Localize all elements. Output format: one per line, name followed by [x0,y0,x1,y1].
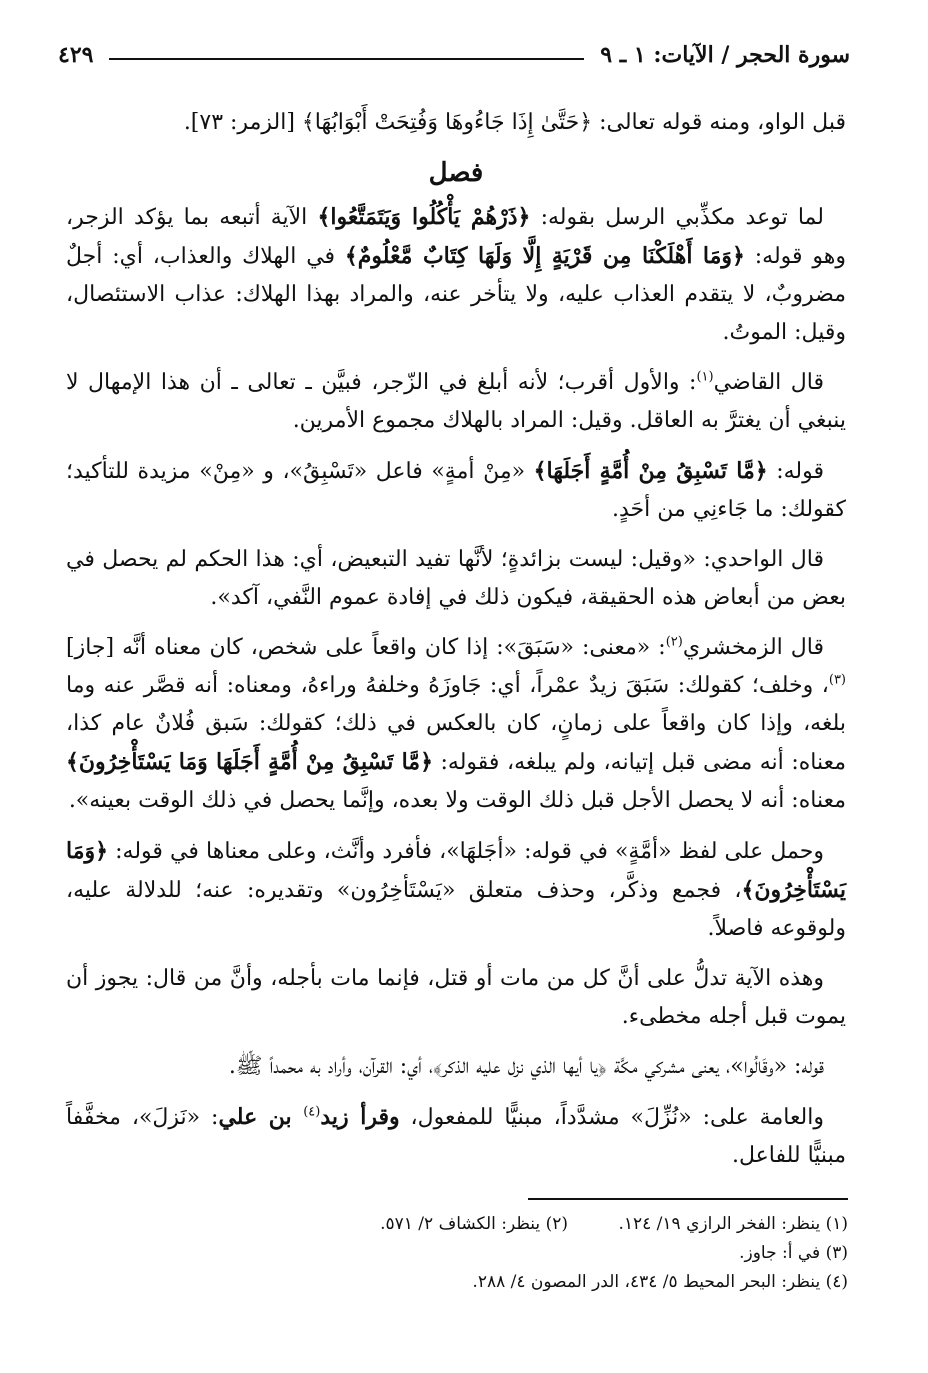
footnote-1: (١) ينظر: الفخر الرازي ١٩/ ١٢٤. [618,1214,848,1234]
paragraph-1: قبل الواو، ومنه قوله تعالى: ﴿حَتَّىٰ إِذَا جَاءُوهَا وَفُتِحَتْ أَبْوَابُهَا﴾ [الزمر: ٧٣]. [183,110,846,135]
page-number: ٤٢٩ [58,42,94,68]
quran-verse: ﴿مَّا تَسْبِقُ مِنْ أُمَّةٍ أَجَلَهَا﴾ [533,458,768,484]
quran-verse: ﴿وَمَا يَسْتَأْخِرُونَ﴾ [66,838,846,903]
paragraph-10: والعامة على: «نُزِّلَ» مشدَّداً، مبنيًّا للمفعول، وقرأ زيد$^{(٤)}$ بن علي: «نَزلَ»، مخفَّفاً مبنيًّا للفاعل. [66,1104,846,1168]
paragraph-3: قال القاضي$^{(١)}$: والأول أقرب؛ لأنه أبلغ في الزّجر، فبيَّن ـ تعالى ـ أن هذا الإمهال لا ينبغي أن يغترَّ به العاقل. وقيل: المراد بالهلاك مجموع الأمرين. [66,369,846,433]
surah-title: سورة الحجر / الآيات: ١ ـ ٩ [600,42,850,68]
paragraph-6: قال الزمخشري$^{(٢)}$: «معنى: «سَبَقَ»: إذا كان واقعاً على شخص، كان معناه أنَّه [جاز]$^{(٣)}$، وخلف؛ كقولك: سَبَقَ زيدٌ عمْراً، أي: جَاوزَهُ وخلفهُ وراءهُ، ومعناه: أنه قصَّر عنه وما بلغه، وإذا كان واقعاً على زمانٍ، كان بالعكس في ذلك؛ كقولك: سَبق فُلانٌ عام كذا، معناه: أنه مضى قبل إتيانه، ولم يبلغه، فقوله: ﴿مَّا تَسْبِقُ مِنْ أُمَّةٍ أَجَلَهَا وَمَا يَسْتَأْخِرُونَ﴾ معناه: أنه لا يحصل الأجل قبل ذلك الوقت ولا بعده، وإنَّما يحصل في ذلك الوقت بعينه». [66,634,846,813]
paragraph-8: وهذه الآية تدلُّ على أنَّ كل من مات أو قتل، فإنما مات بأجله، وأنَّ من قال: يجوز أن يموت قبل أجله مخطىء. [66,966,846,1029]
quran-verse: ﴿ذَرْهُمْ يَأْكُلُوا وَيَتَمَتَّعُوا﴾ [317,204,531,230]
paragraph-4: قوله: ﴿مَّا تَسْبِقُ مِنْ أُمَّةٍ أَجَلَهَا﴾ «مِنْ أمةٍ» فاعل «تَسْبِقُ»، و «مِنْ» مزيدة للتأكيد؛ كقولك: ما جَاءنِي من أحَدٍ. [66,458,846,522]
footnote-marker: (٣) [828,672,846,688]
footnote-marker: (١) [696,369,714,385]
footnote-row [66,1210,848,1239]
footnote-marker: (٤) [303,1104,321,1120]
paragraph-9: قوله: «وقَالُوا»، يعنى مشركي مكَّة ﴿يا أيها الذي نزل عليه الذكر﴾، أي: القرآن، وأراد به محمداً ﷺ. [228,1054,824,1079]
paragraph-7: وحمل على لفظ «أمَّةٍ» في قوله: «أجَلهَا»، فأفرد وأنَّث، وعلى معناها في قوله: ﴿وَمَا يَسْتَأْخِرُونَ﴾، فجمع وذكَّر، وحذف متعلق «يَسْتَأخِرُون» وتقديره: عنه؛ للدلالة عليه، ولوقوعه فاصلاً. [66,838,846,941]
footnotes [66,1210,848,1297]
footnote-2: (٢) ينظر: الكشاف ٢/ ٥٧١. [380,1214,568,1234]
section-heading: فصل [428,158,484,188]
main-text [66,104,846,1187]
running-header [58,40,850,70]
quran-verse: ﴿مَّا تَسْبِقُ مِنْ أُمَّةٍ أَجَلَهَا وَمَا يَسْتَأْخِرُونَ﴾ [66,749,433,775]
footnote-marker: (٢) [665,634,683,650]
header-rule [109,58,584,60]
footnote-4: (٤) ينظر: البحر المحيط ٥/ ٤٣٤، الدر المصون ٤/ ٢٨٨. [472,1272,848,1292]
footnote-3: (٣) في أ: جاوز. [739,1243,848,1263]
paragraph-2: لما توعد مكذِّبي الرسل بقوله: ﴿ذَرْهُمْ يَأْكُلُوا وَيَتَمَتَّعُوا﴾ الآية أتبعه بما يؤكد الزجر، وهو قوله: ﴿وَمَا أَهْلَكْنَا مِن قَرْيَةٍ إِلَّا وَلَهَا كِتَابٌ مَّعْلُومٌ﴾ في الهلاك والعذاب، أي: أجلٌ مضروبٌ، لا يتقدم العذاب عليه، ولا يتأخر عنه، والمراد بهذا الهلاك: عذاب الاستئصال، وقيل: الموتُ. [66,204,846,345]
quran-verse: ﴿وَمَا أَهْلَكْنَا مِن قَرْيَةٍ إِلَّا وَلَهَا كِتَابٌ مَّعْلُومٌ﴾ [344,243,745,269]
paragraph-5: قال الواحدي: «وقيل: ليست بزائدةٍ؛ لأنَّها تفيد التبعيض، أي: هذا الحكم لم يحصل في بعض من أبعاض هذه الحقيقة، فيكون ذلك في إفادة عموم النَّفي، آكد». [66,547,846,610]
footnote-rule [528,1198,848,1200]
